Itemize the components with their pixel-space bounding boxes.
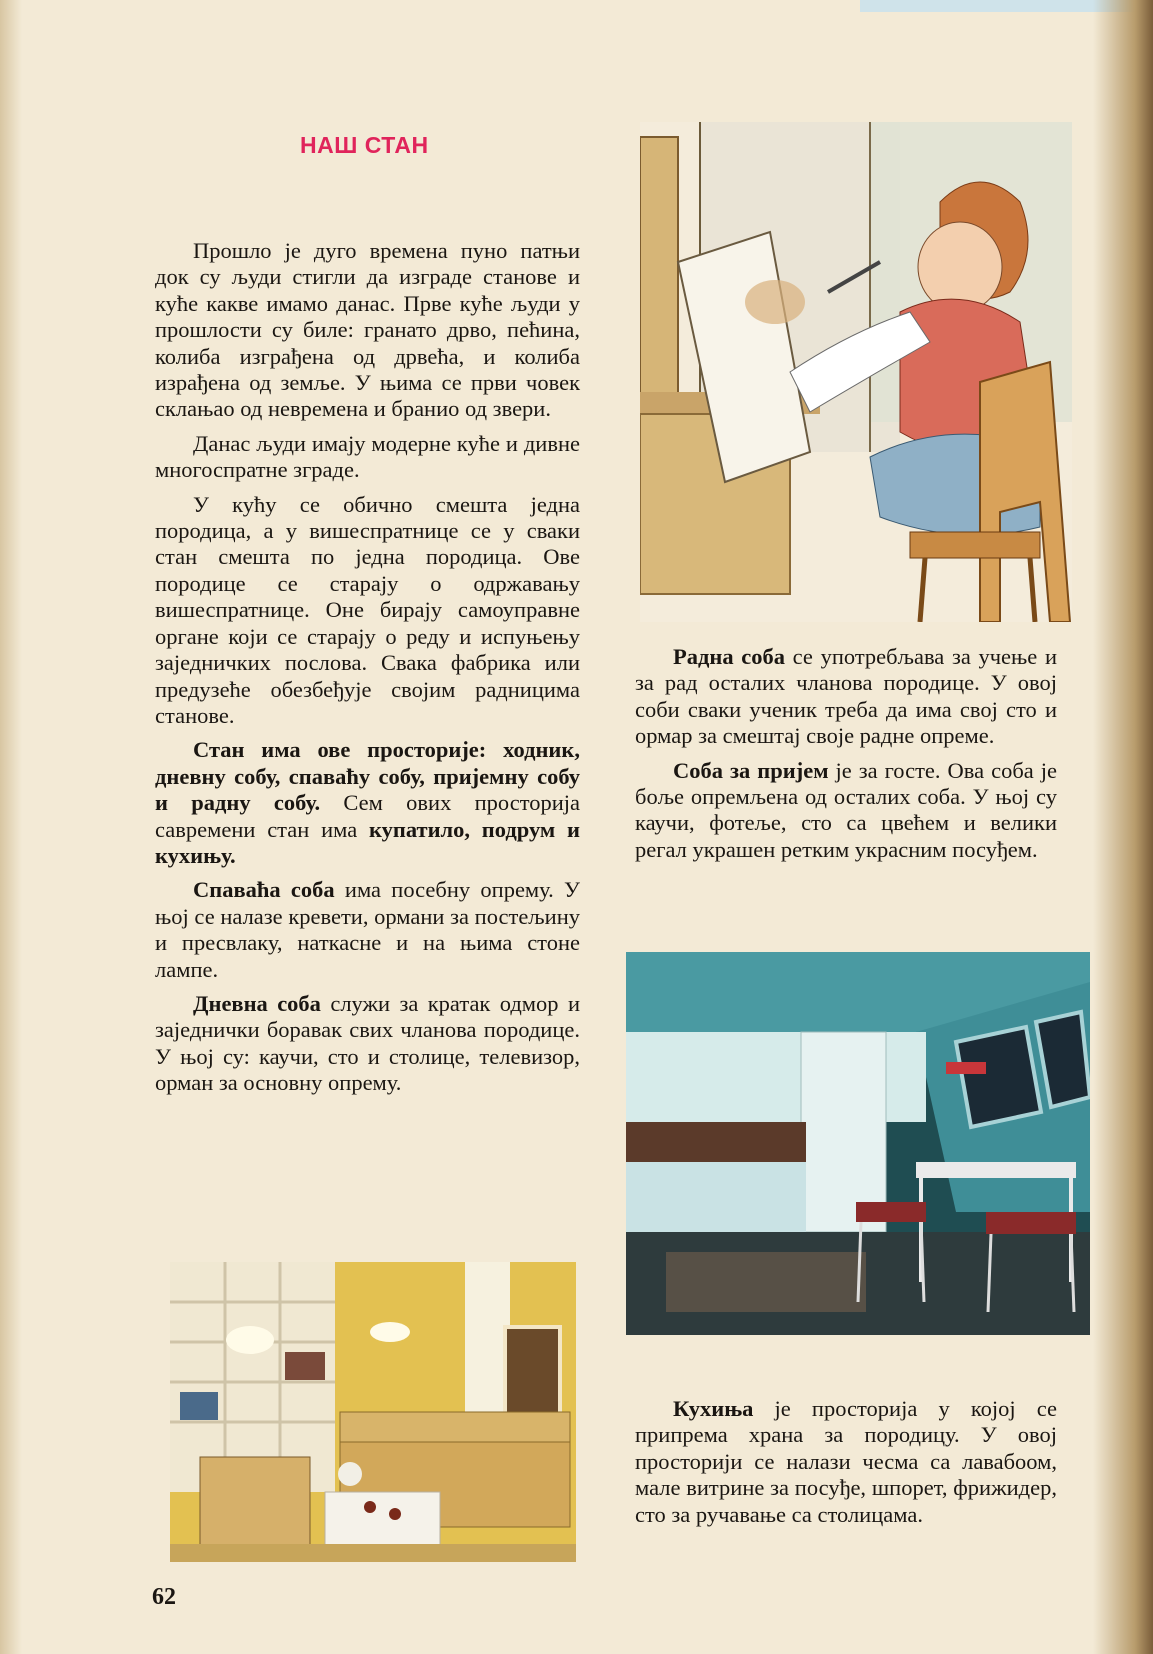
paragraph-modern-houses: Данас људи имају модерне куће и дивне многоспратне зграде. — [155, 430, 580, 483]
paragraph-bedroom — [155, 877, 580, 983]
paragraph-living-room — [155, 991, 580, 1097]
reception-room-term: Соба за пријем — [673, 757, 829, 783]
paragraph-families: У кућу се обично смешта једна породица, а у вишеспратнице се у сваки стан смешта по једна породица. Ове породице се старају о одржавању вишеспратнице. Оне бирају самоуправне органе који се старају о реду и испуњењу заједничких послова. Свака фабрика или предузеће обезбеђује својим радницима станове. — [155, 491, 580, 728]
kitchen-drawing — [626, 952, 1090, 1335]
left-text-column — [155, 238, 580, 1105]
rooms-extra-bold: купатило, подрум и кухињу. — [155, 816, 580, 868]
bedroom-term: Спаваћа соба — [193, 877, 335, 903]
kitchen-term: Кухиња — [673, 1396, 754, 1421]
study-room-term: Радна соба — [673, 644, 785, 669]
living-room-photo — [170, 1262, 576, 1562]
page-title: НАШ СТАН — [300, 132, 429, 158]
page-edge-shade — [1093, 0, 1153, 1654]
study-room-drawing — [640, 122, 1072, 622]
bedroom-text: има посебну опрему. У њој се налазе кревети, ормани за постељину и пресвлаку, наткасне и на њима стоне лампе. — [155, 877, 580, 982]
right-text-column-bottom — [635, 1396, 1057, 1536]
rooms-extra-text: Сем ових просторија савремени стан има — [155, 790, 581, 842]
paragraph-kitchen — [635, 1396, 1057, 1528]
kitchen-text: је просторија у којој се припрема храна за породицу. У овој просторији се налази чесма са лавабоом, мале витрине за посуђе, шпорет, фрижидер, сто за ручавање са столицама. — [635, 1396, 1057, 1527]
paragraph-study-room — [635, 644, 1057, 750]
study-room-text: се употребљава за учење и за рад осталих чланова породице. У овој соби сваки ученик треба да има свој сто и ормар за смештај своје радне опреме. — [635, 644, 1058, 749]
study-room-illustration — [640, 122, 1072, 622]
page-number: 62 — [152, 1584, 176, 1610]
living-room-text: служи за кратак одмор и заједнички боравак свих чланова породице. У њој су: каучи, сто и столице, телевизор, орман за основну опрему. — [155, 990, 580, 1096]
paragraph-intro: Прошло је дуго времена пуно патњи док су људи стигли да изграде станове и куће какве имамо данас. Прве куће људи у прошлости су биле: гранато дрво, пећина, колиба изграђена од дрвећа, и колиба израђена од земље. У њима се први човек склањао од невремена и бранио од звери. — [155, 238, 580, 422]
kitchen-photo — [626, 952, 1090, 1335]
reception-room-text: је за госте. Ова соба је боље опремљена од осталих соба. У њој су каучи, фотеље, сто са цвећем и велики регал украшен ретким украсним посуђем. — [635, 757, 1057, 862]
living-room-drawing — [170, 1262, 576, 1562]
paragraph-reception-room — [635, 758, 1057, 864]
rooms-list-bold: Стан има ове просторије: ходник, дневну собу, спаваћу собу, пријемну собу и радну собу. — [155, 737, 580, 816]
page-gutter-shade — [0, 0, 22, 1654]
right-text-column-top — [635, 644, 1057, 871]
living-room-term: Дневна соба — [193, 990, 321, 1016]
paragraph-rooms — [155, 737, 580, 869]
